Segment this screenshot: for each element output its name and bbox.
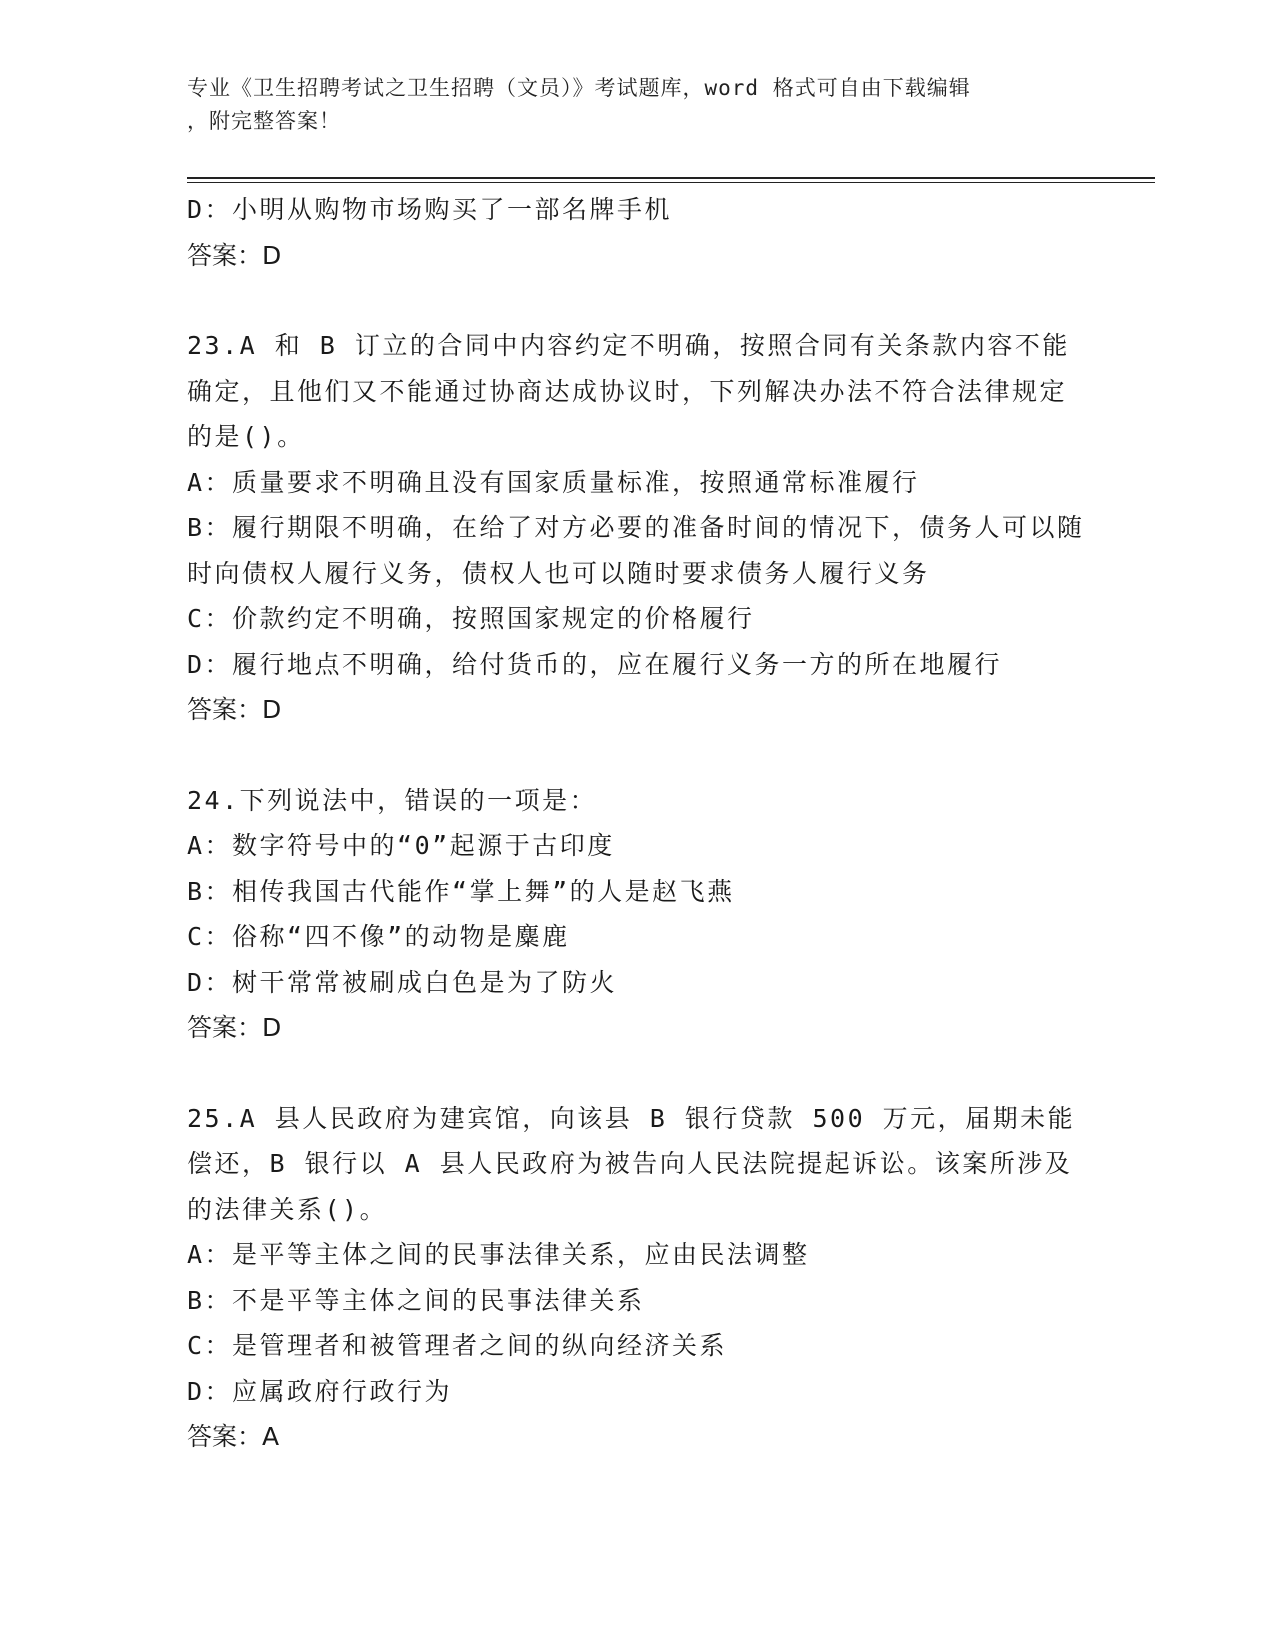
option-a: A：质量要求不明确且没有国家质量标准，按照通常标准履行	[187, 467, 920, 497]
answer: 答案：D	[187, 240, 282, 270]
option-d: D：履行地点不明确，给付货币的，应在履行义务一方的所在地履行	[187, 649, 1003, 679]
question-text: 24.下列说法中，错误的一项是：	[187, 785, 598, 815]
page-header	[187, 72, 1087, 138]
option-b: B：不是平等主体之间的民事法律关系	[187, 1285, 645, 1315]
question-text: 23.A 和 B 订立的合同中内容约定不明确，按照合同有关条款内容不能确定，且他们又不能通过协商达成协议时，下列解决办法不符合法律规定的是()。	[187, 331, 1070, 451]
option-b: B：履行期限不明确，在给了对方必要的准备时间的情况下，债务人可以随时向债权人履行义务，债权人也可以随时要求债务人履行义务	[187, 513, 1085, 588]
option-c: C：价款约定不明确，按照国家规定的价格履行	[187, 604, 755, 633]
question-25	[187, 1096, 1087, 1460]
option-a: A：数字符号中的“0”起源于古印度	[187, 831, 615, 860]
question-text: 25.A 县人民政府为建宾馆，向该县 B 银行贷款 500 万元，届期未能偿还，B 银行以 A 县人民政府为被告向人民法院提起诉讼。该案所涉及的法律关系()。	[187, 1103, 1076, 1224]
question-24	[187, 778, 1087, 1051]
header-line-1: 专业《卫生招聘考试之卫生招聘（文员）》考试题库，word 格式可自由下载编辑	[187, 76, 971, 100]
option-d: D：应属政府行政行为	[187, 1376, 453, 1406]
answer: 答案：D	[187, 695, 282, 724]
answer: 答案：D	[187, 1013, 282, 1042]
header-line-2: ，附完整答案！	[187, 109, 341, 133]
option-d: D：树干常常被刷成白色是为了防火	[187, 967, 618, 997]
option-a: A：是平等主体之间的民事法律关系，应由民法调整	[187, 1240, 810, 1269]
answer: 答案：A	[187, 1422, 280, 1451]
option-c: C：俗称“四不像”的动物是麋鹿	[187, 922, 570, 951]
option-d: D：小明从购物市场购买了一部名牌手机	[187, 195, 673, 224]
option-c: C：是管理者和被管理者之间的纵向经济关系	[187, 1331, 728, 1360]
previous-question-tail	[187, 187, 1087, 278]
question-23	[187, 323, 1087, 733]
header-divider	[187, 177, 1155, 183]
option-b: B：相传我国古代能作“掌上舞”的人是赵飞燕	[187, 876, 735, 906]
document-body	[187, 187, 1087, 1460]
